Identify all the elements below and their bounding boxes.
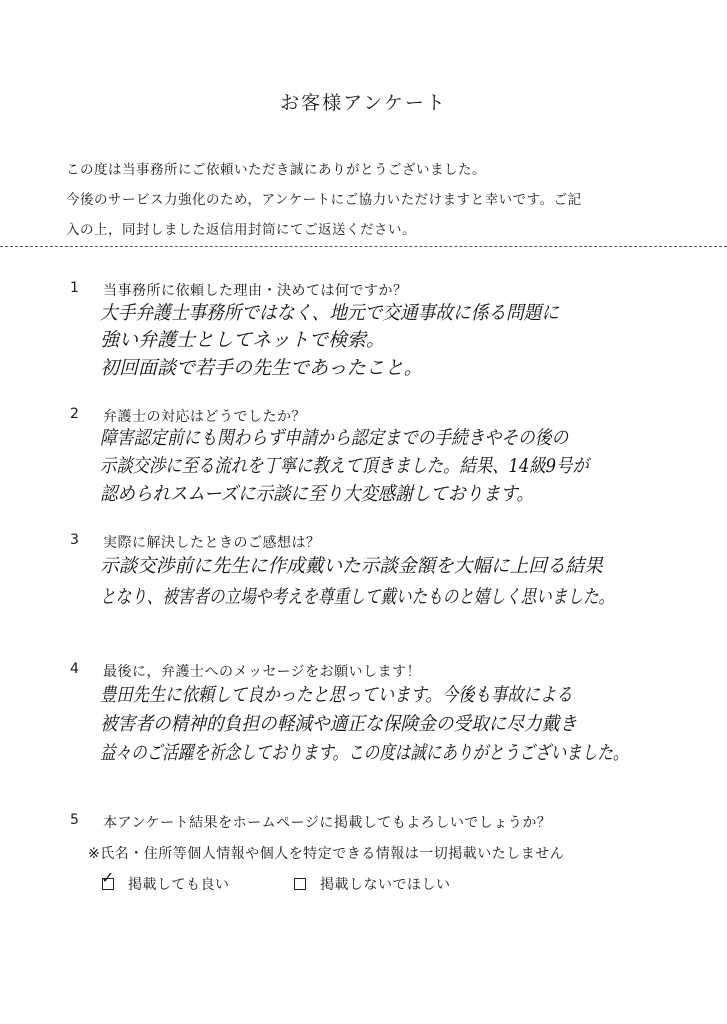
option-publish-ok-label: 掲載しても良い xyxy=(128,877,230,893)
intro-line-1: この度は当事務所にご依頼いただき誠にありがとうございました。 xyxy=(66,162,486,178)
answer-3-line-2: となり、被害者の立場や考えを尊重して戴いたものと嬉しく思いました。 xyxy=(100,586,615,608)
answer-4-line-1: 豊田先生に依頼して良かったと思っています。今後も事故による xyxy=(100,684,573,706)
answer-4-line-2: 被害者の精神的負担の軽減や適正な保険金の受取に尽力戴き xyxy=(100,713,578,735)
question-4-number: 4 xyxy=(70,661,79,677)
check-mark-icon: ✓ xyxy=(101,868,115,887)
answer-3-line-1: 示談交渉前に先生に作成戴いた示談金額を大幅に上回る結果 xyxy=(100,555,603,577)
answer-2-line-1: 障害認定前にも関わらず申請から認定までの手続きやその後の xyxy=(100,427,569,449)
question-1-number: 1 xyxy=(70,280,79,296)
answer-2-line-3: 認められスムーズに示談に至り大変感謝しております。 xyxy=(100,483,534,505)
question-2-number: 2 xyxy=(70,406,79,422)
section-divider xyxy=(0,246,727,247)
question-4-text: 最後に，弁護士へのメッセージをお願いします！ xyxy=(103,664,422,680)
privacy-note: ※氏名・住所等個人情報や個人を特定できる情報は一切掲載いたしません xyxy=(88,846,565,862)
question-5-text: 本アンケート結果をホームページに掲載してもよろしいでしょうか？ xyxy=(103,815,552,831)
question-3-number: 3 xyxy=(70,532,79,548)
checkbox-publish-no[interactable] xyxy=(294,878,306,890)
question-2-text: 弁護士の対応はどうでしたか？ xyxy=(103,409,306,425)
option-publish-no-label: 掲載しないでほしい xyxy=(320,877,451,893)
page-title: お客様アンケート xyxy=(280,92,447,114)
answer-1-line-2: 強い弁護士としてネットで検索。 xyxy=(100,329,386,351)
checkbox-publish-ok[interactable] xyxy=(101,868,115,890)
question-3-text: 実際に解決したときのご感想は？ xyxy=(103,535,321,551)
question-1-text: 当事務所に依頼した理由・決めては何ですか？ xyxy=(103,283,408,299)
answer-1-line-3: 初回面談で若手の先生であったこと。 xyxy=(100,357,423,379)
question-5-number: 5 xyxy=(70,812,79,828)
intro-line-2: 今後のサービス力強化のため，アンケートにご協力いただけますと幸いです。ご記 xyxy=(66,192,582,208)
intro-line-3: 入の上，同封しました返信用封筒にてご返送ください。 xyxy=(66,222,416,238)
answer-1-line-1: 大手弁護士事務所ではなく、地元で交通事故に係る問題に xyxy=(100,302,560,324)
option-publish-no[interactable] xyxy=(294,874,451,894)
answer-4-line-3: 益々のご活躍を祈念しております。この度は誠にありがとうございました。 xyxy=(100,742,629,764)
answer-2-line-2: 示談交渉に至る流れを丁寧に教えて頂きました。結果、14級9号が xyxy=(100,455,589,477)
option-publish-ok[interactable] xyxy=(101,868,230,894)
